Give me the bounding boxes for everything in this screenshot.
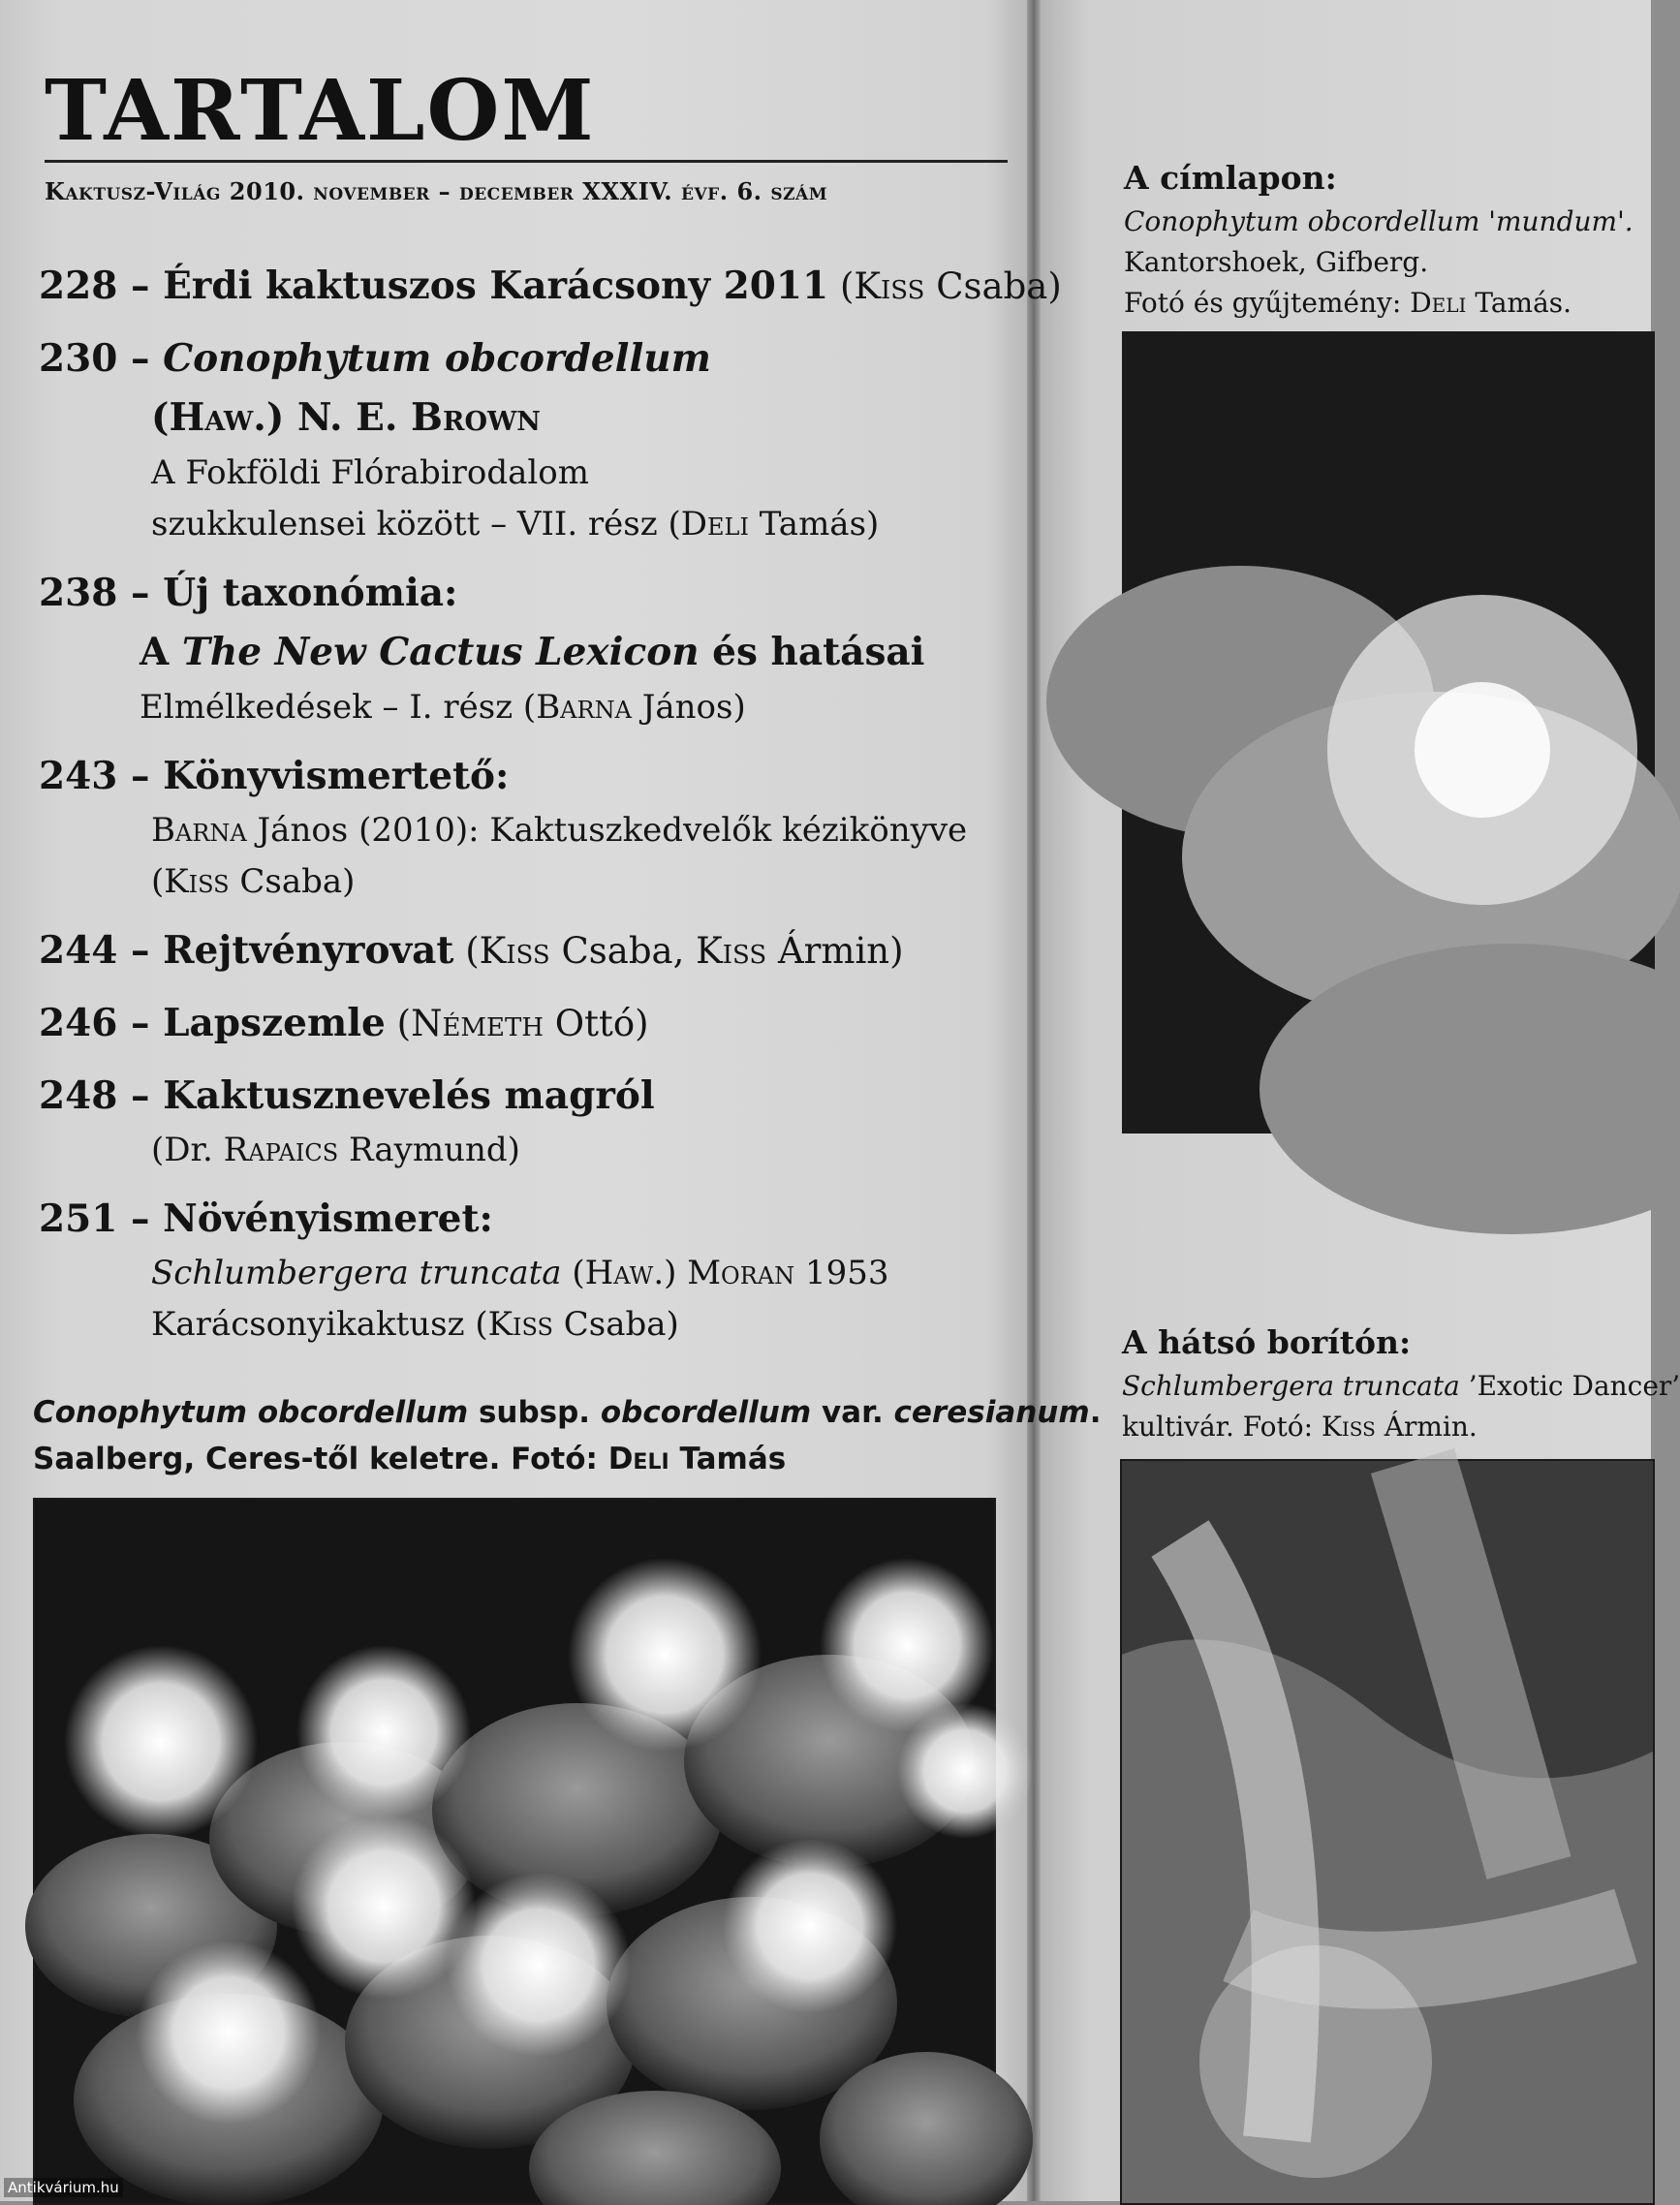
toc-entry-line: A Fokföldi Flórabirodalom bbox=[151, 453, 589, 492]
toc-entry-line: (Dr. Rapaics Raymund) bbox=[151, 1131, 520, 1169]
toc-entry-line: Karácsonyikaktusz (Kiss Csaba) bbox=[151, 1305, 679, 1344]
table-of-contents bbox=[39, 257, 1062, 1364]
watermark: Antikvárium.hu bbox=[4, 2178, 123, 2197]
toc-entry-head: 246 – Lapszemle (Németh Ottó) bbox=[39, 1001, 649, 1045]
toc-entry-230 bbox=[39, 329, 1008, 550]
toc-entry-head: 228 – Érdi kaktuszos Karácsony 2011 (Kiss Csaba) bbox=[39, 264, 1062, 308]
page-title: TARTALOM bbox=[45, 62, 596, 160]
toc-entry-248 bbox=[39, 1067, 1008, 1176]
cover-conophytum-photo bbox=[1122, 331, 1655, 1134]
toc-entry-head: 244 – Rejtvényrovat (Kiss Csaba, Kiss Ármin) bbox=[39, 928, 904, 973]
toc-entry-subtitle: A The New Cactus Lexicon és hatásai bbox=[140, 630, 925, 674]
toc-entry-243 bbox=[39, 747, 1008, 908]
toc-entry-246 bbox=[39, 994, 1008, 1053]
back-cover-caption: A hátsó borítón: Schlumbergera truncata ’Exotic Dancer’ kultivár. Fotó: Kiss Ármin. bbox=[1122, 1323, 1680, 1443]
toc-entry-238 bbox=[39, 564, 1008, 733]
toc-entry-line: Elmélkedések – I. rész (Barna János) bbox=[140, 688, 746, 727]
toc-entry-line: Barna János (2010): Kaktuszkedvelők kézikönyve bbox=[151, 811, 968, 850]
toc-entry-head: 238 – Új taxonómia: bbox=[39, 571, 458, 615]
toc-entry-228 bbox=[39, 257, 1062, 316]
toc-entry-line: Schlumbergera truncata (Haw.) Moran 1953 bbox=[151, 1254, 889, 1292]
toc-entry-subtitle: (Haw.) N. E. Brown bbox=[151, 395, 541, 440]
toc-entry-line: szukkulensei között – VII. rész (Deli Tamás) bbox=[151, 505, 880, 543]
back-cover-schlumbergera-photo bbox=[1120, 1459, 1655, 2205]
issue-line: Kaktusz-Világ 2010. november – december XXXIV. évf. 6. szám bbox=[45, 177, 828, 205]
toc-entry-251 bbox=[39, 1190, 1008, 1351]
toc-entry-head: 251 – Növényismeret: bbox=[39, 1196, 493, 1241]
toc-entry-244 bbox=[39, 921, 1008, 980]
title-rule bbox=[45, 160, 1008, 163]
conophytum-flowers-photo bbox=[33, 1498, 996, 2205]
page-gutter bbox=[1027, 0, 1041, 2201]
toc-entry-head: 248 – Kaktusznevelés magról bbox=[39, 1073, 655, 1118]
conophytum-photo-caption: Conophytum obcordellum subsp. obcordellum var. ceresianum. Saalberg, Ceres-től keletre. Fotó: Deli Tamás bbox=[33, 1395, 1102, 1476]
toc-entry-head: 243 – Könyvismertető: bbox=[39, 754, 510, 798]
cover-caption: A címlapon: Conophytum obcordellum 'mundum'. Kantorshoek, Gifberg. Fotó és gyűjtemény: Deli Tamás. bbox=[1124, 159, 1633, 319]
toc-entry-line: (Kiss Csaba) bbox=[151, 862, 356, 901]
toc-entry-head: 230 – Conophytum obcordellum bbox=[39, 336, 711, 381]
